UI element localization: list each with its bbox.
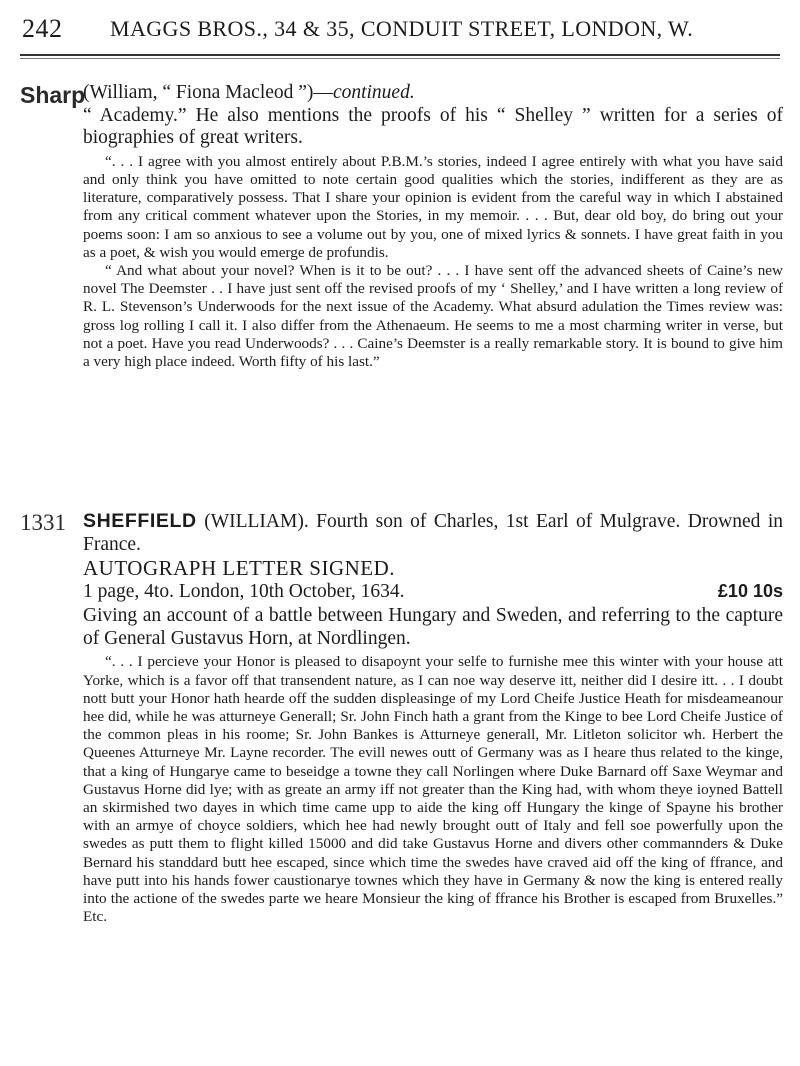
entry-1331 <box>83 510 783 926</box>
header-rule-thin <box>20 58 780 59</box>
entry-details-line <box>83 580 783 603</box>
running-head <box>20 14 780 48</box>
continued-entry <box>83 82 783 371</box>
continued-entry-heading-text: (William, “ Fiona Macleod ”)— <box>83 82 333 103</box>
header-rule <box>20 54 780 56</box>
entry-name: SHEFFIELD <box>83 510 197 532</box>
entry-letter-text: “. . . I percieve your Honor is pleased to disapoynt your selfe to furnishe mee this winter with your house att Yorke, which is a favor off that transendent nature, as I can noe way deserve itt, neither did I desire itt. . . I doubt nott butt your Honor hath hearde off the sudden displeasinge of my Lord Cheife Justice Heath for misdeameanour hee did, while he was atturneye Generall; Sr. John Finch hath a grant from the Kinge to bee Lord Cheife Justice of the common pleas in his roome; Sr. John Bankes is Atturneye generall, Mr. Litleton solicitor wh. Herbert the Queenes Atturneye Mr. Layne recorder. The evill newes outt of Germany was as I heare thus related to the kinge, that a king of Hungarye came to beseidge a towne they call Norlingen where Duke Barnard off Saxe Weymar and Gustavus Horne did lye; with as greate an army iff not greater than the King had, with whom theye ioyned Battell an skirmished two dayes in which time came upp to aide the king off Hungary the kinge of Spayne his brother with an armye of choyce soldiers, which hee had newly brought outt of Italy and fell soe powerfully upon the swedes as putt them to flight killed 15000 and did take Gustavus Horne and divers other commannders & Duke Bernard his standdard butt hee escaped, since which time the swedes have craved aid off the king of ffrance, and have putt into his hands fower caustionarye townes which they have in Germany & now the king is entered really into the actione of the swedes parte we heare Monsieur the king of ffrance his Brother is escaped from Bruxelles.” Etc. <box>83 653 783 926</box>
continued-letter-paragraph-1: “. . . I agree with you almost entirely about P.B.M.’s stories, indeed I agree entirely with what you have said and only think you have omitted to note certain good qualities which the stories, indifferent as they are as literature, comparatively possess. That I share your opinion is evident from the careful way in which I abstained from any critical comment whatever upon the Stories, in my memoir. . . . But, dear old boy, do bring out your poems soon: I am so anxious to see a volume out by you, one of mixed lyrics & sonnets. I have great faith in you as a poet, & wish you would emerge de profundis. <box>83 152 783 261</box>
entry-item-type: AUTOGRAPH LETTER SIGNED. <box>83 556 396 581</box>
entry-name-rest: (WILLIAM). Fourth son of Charles, 1st Earl of Mulgrave. Drowned in France. <box>83 511 783 555</box>
entry-heading <box>83 510 783 556</box>
entry-details: 1 page, 4to. London, 10th October, 1634. <box>83 581 405 603</box>
continued-entry-heading <box>83 82 783 105</box>
margin-label-sharp: Sharp <box>20 82 86 108</box>
entry-price: £10 10s <box>717 581 783 602</box>
continued-letter-paragraph-2: “ And what about your novel? When is it to be out? . . . I have sent off the advanced sheets of Caine’s new novel The Deemster . . I have just sent off the revised proofs of my ‘ Shelley,’ and I have written a long review of R. L. Stevenson’s Underwoods for the next issue of the Academy. What absurd adulation the Times review was: gross log rolling I call it. I also differ from the Athenaeum. He seems to me a most charming writer in verse, but not a poet. Have you read Underwoods? . . . Caine’s Deemster is a really remarkable story. It is bound to give him a very high place indeed. Worth fifty of his last.” <box>83 262 783 371</box>
page-number: 242 <box>22 14 63 43</box>
running-head-title: MAGGS BROS., 34 & 35, CONDUIT STREET, LONDON, W. <box>110 16 694 41</box>
continued-entry-heading-continued: continued. <box>332 82 415 103</box>
continued-entry-intro: “ Academy.” He also mentions the proofs of his “ Shelley ” written for a series of biographies of great writers. <box>83 104 783 149</box>
entry-description: Giving an account of a battle between Hungary and Sweden, and referring to the capture of General Gustavus Horn, at Nordlingen. <box>83 605 783 649</box>
entry-number: 1331 <box>20 510 66 535</box>
